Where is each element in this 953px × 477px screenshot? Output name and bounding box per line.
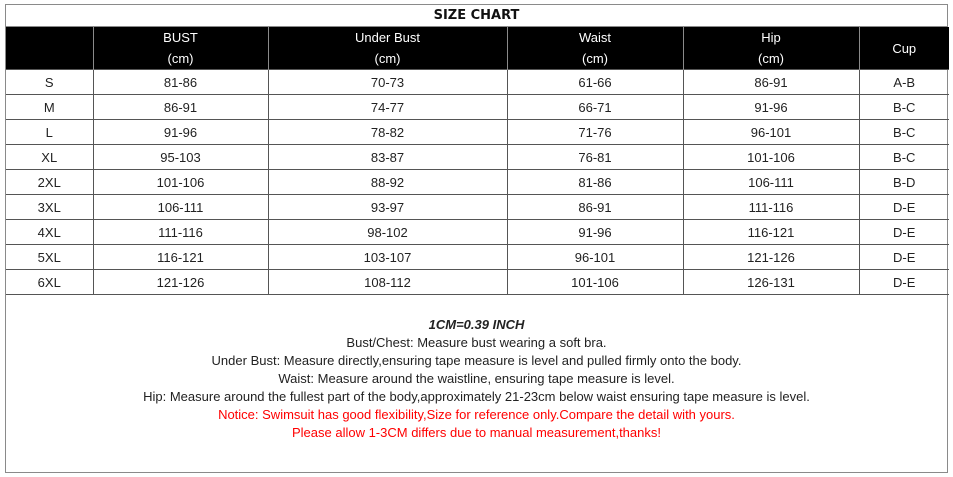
conversion-note: 1CM=0.39 INCH <box>428 317 525 332</box>
cell-size: M <box>6 95 93 120</box>
cell-waist: 76-81 <box>507 145 683 170</box>
cell-cup: B-C <box>859 145 949 170</box>
cell-waist: 66-71 <box>507 95 683 120</box>
bust-note: Bust/Chest: Measure bust wearing a soft bra. <box>346 335 607 350</box>
table-row <box>6 245 949 270</box>
cell-waist: 86-91 <box>507 195 683 220</box>
cell-bust: 81-86 <box>93 70 268 95</box>
cell-size: 4XL <box>6 220 93 245</box>
notice-note: Notice: Swimsuit has good flexibility,Size for reference only.Compare the detail with yours. <box>218 407 735 422</box>
cell-size: 3XL <box>6 195 93 220</box>
cell-hip: 96-101 <box>683 120 859 145</box>
cell-under-bust: 103-107 <box>268 245 507 270</box>
cell-under-bust: 74-77 <box>268 95 507 120</box>
cell-under-bust: 78-82 <box>268 120 507 145</box>
cell-hip: 101-106 <box>683 145 859 170</box>
header-waist: Waist (cm) <box>507 27 683 70</box>
cell-bust: 91-96 <box>93 120 268 145</box>
cell-bust: 95-103 <box>93 145 268 170</box>
under-bust-note: Under Bust: Measure directly,ensuring tape measure is level and pulled firmly onto the body. <box>211 353 742 368</box>
header-size <box>6 27 93 70</box>
cell-cup: D-E <box>859 270 949 295</box>
allowance-note: Please allow 1-3CM differs due to manual measurement,thanks! <box>291 425 661 440</box>
cell-hip: 86-91 <box>683 70 859 95</box>
chart-title: SIZE CHART <box>6 5 947 27</box>
hip-note: Hip: Measure around the fullest part of the body,approximately 21-23cm below waist ensuring tape measure is level. <box>143 389 810 404</box>
cell-hip: 121-126 <box>683 245 859 270</box>
cell-size: 6XL <box>6 270 93 295</box>
cell-waist: 96-101 <box>507 245 683 270</box>
cell-cup: B-D <box>859 170 949 195</box>
cell-cup: D-E <box>859 195 949 220</box>
cell-under-bust: 98-102 <box>268 220 507 245</box>
cell-size: 2XL <box>6 170 93 195</box>
cell-under-bust: 108-112 <box>268 270 507 295</box>
size-table <box>6 27 949 295</box>
cell-waist: 61-66 <box>507 70 683 95</box>
cell-cup: A-B <box>859 70 949 95</box>
cell-under-bust: 88-92 <box>268 170 507 195</box>
header-hip: Hip (cm) <box>683 27 859 70</box>
cell-under-bust: 70-73 <box>268 70 507 95</box>
header-bust: BUST (cm) <box>93 27 268 70</box>
cell-hip: 106-111 <box>683 170 859 195</box>
table-row <box>6 95 949 120</box>
header-under-bust: Under Bust (cm) <box>268 27 507 70</box>
cell-bust: 106-111 <box>93 195 268 220</box>
cell-bust: 111-116 <box>93 220 268 245</box>
cell-waist: 81-86 <box>507 170 683 195</box>
cell-cup: B-C <box>859 95 949 120</box>
table-row <box>6 220 949 245</box>
measurement-notes <box>6 316 947 442</box>
cell-hip: 111-116 <box>683 195 859 220</box>
cell-cup: D-E <box>859 220 949 245</box>
cell-cup: B-C <box>859 120 949 145</box>
table-row <box>6 170 949 195</box>
cell-waist: 101-106 <box>507 270 683 295</box>
cell-size: 5XL <box>6 245 93 270</box>
cell-hip: 126-131 <box>683 270 859 295</box>
table-row <box>6 120 949 145</box>
header-row <box>6 27 949 70</box>
cell-size: L <box>6 120 93 145</box>
header-cup: Cup <box>859 27 949 70</box>
cell-under-bust: 83-87 <box>268 145 507 170</box>
cell-bust: 116-121 <box>93 245 268 270</box>
cell-size: XL <box>6 145 93 170</box>
cell-bust: 86-91 <box>93 95 268 120</box>
cell-bust: 121-126 <box>93 270 268 295</box>
table-row <box>6 145 949 170</box>
cell-hip: 116-121 <box>683 220 859 245</box>
table-row <box>6 70 949 95</box>
table-row <box>6 195 949 220</box>
cell-waist: 91-96 <box>507 220 683 245</box>
cell-waist: 71-76 <box>507 120 683 145</box>
waist-note: Waist: Measure around the waistline, ensuring tape measure is level. <box>278 371 675 386</box>
cell-cup: D-E <box>859 245 949 270</box>
cell-hip: 91-96 <box>683 95 859 120</box>
cell-size: S <box>6 70 93 95</box>
cell-bust: 101-106 <box>93 170 268 195</box>
table-row <box>6 270 949 295</box>
cell-under-bust: 93-97 <box>268 195 507 220</box>
size-chart <box>5 4 948 473</box>
